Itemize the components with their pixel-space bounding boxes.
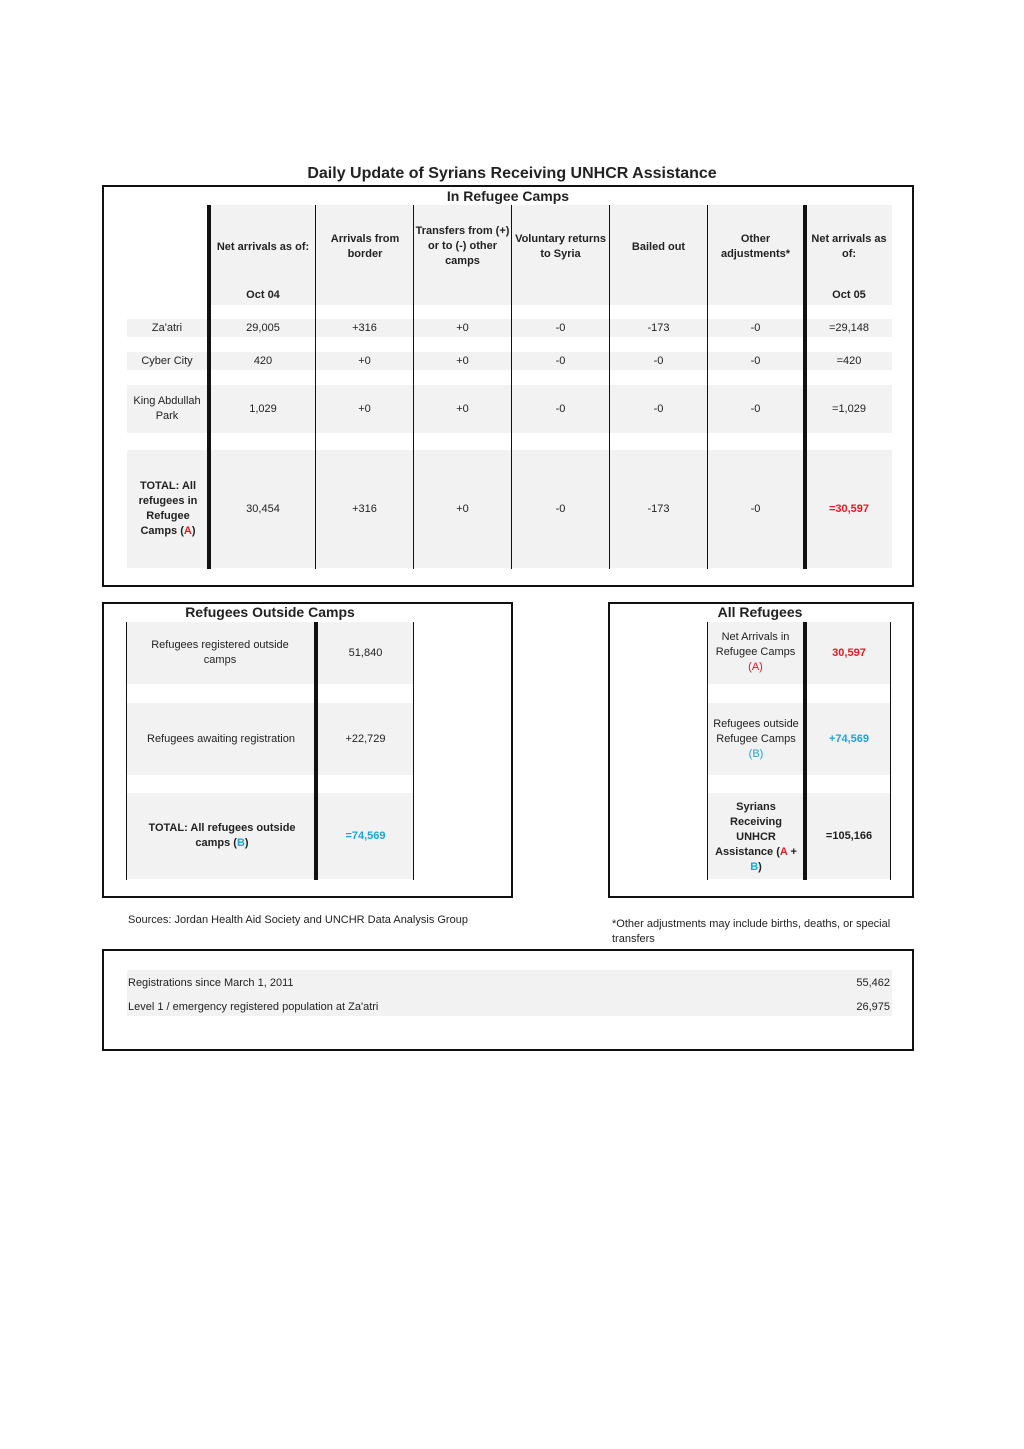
syrians-receiving-value: =105,166: [825, 829, 873, 842]
table-cell: -0: [555, 402, 566, 415]
table-cell: -173: [647, 502, 670, 515]
total-camps-value: =30,597: [828, 502, 870, 515]
table-cell: -0: [750, 354, 761, 367]
table-cell: +0: [456, 354, 469, 367]
table-cell: +0: [358, 354, 371, 367]
header-other-adjustments: Other adjustments*: [720, 233, 791, 260]
table-cell: 1,029: [249, 402, 277, 415]
level1-value: 26,975: [856, 1001, 890, 1013]
table-cell: -0: [653, 402, 664, 415]
table-cell: -0: [555, 321, 566, 334]
registered-outside-value: 51,840: [348, 646, 383, 659]
table-cell: =420: [836, 354, 862, 367]
table-cell: -173: [647, 321, 670, 334]
table-cell: +316: [352, 321, 377, 334]
table-cell: -0: [750, 321, 761, 334]
row-label-king-abdullah-park: King Abdullah Park: [133, 395, 201, 422]
table-cell: 29,005: [246, 321, 280, 334]
outside-camps-label: Refugees outside Refugee Camps (B): [713, 717, 799, 760]
table-cell: -0: [653, 354, 664, 367]
camps-subtitle: In Refugee Camps: [446, 188, 570, 204]
table-cell: +316: [352, 502, 377, 515]
table-cell: =29,148: [828, 321, 870, 334]
date-end: Oct 05: [832, 288, 866, 301]
registrations-value: 55,462: [856, 977, 890, 989]
awaiting-registration-value: +22,729: [345, 732, 386, 745]
table-cell: +0: [456, 402, 469, 415]
header-arrivals-border: Arrivals from border: [330, 233, 400, 260]
table-cell: +0: [456, 321, 469, 334]
table-cell: =1,029: [832, 402, 866, 415]
table-cell: -0: [555, 354, 566, 367]
footnote: *Other adjustments may include births, deaths, or special transfers: [612, 918, 891, 945]
outside-camps-value: +74,569: [828, 732, 870, 745]
total-outside-value: =74,569: [345, 829, 386, 842]
header-net-arrivals-start: Net arrivals as of:: [216, 240, 310, 253]
date-start: Oct 04: [246, 288, 280, 301]
in-camps-value: 30,597: [832, 646, 866, 659]
table-cell: 30,454: [246, 502, 280, 515]
table-cell: +0: [358, 402, 371, 415]
registrations-label: Registrations since March 1, 2011: [128, 977, 294, 989]
row-label-cyber-city: Cyber City: [141, 354, 193, 367]
level1-label: Level 1 / emergency registered population at Za'atri: [128, 1001, 379, 1013]
row-label-total-camps: TOTAL: All refugees in Refugee Camps (A): [138, 480, 198, 537]
header-bailed-out: Bailed out: [631, 240, 686, 253]
all-refugees-title: All Refugees: [717, 604, 803, 620]
syrians-receiving-label: Syrians Receiving UNHCR Assistance (A + B): [715, 800, 797, 873]
table-cell: +0: [456, 502, 469, 515]
registered-outside-label: Refugees registered outside camps: [151, 639, 289, 666]
outside-title: Refugees Outside Camps: [185, 604, 355, 620]
table-cell: -0: [555, 502, 566, 515]
row-label-zaatri: Za'atri: [151, 321, 183, 334]
header-net-arrivals-end: Net arrivals as of:: [811, 233, 887, 260]
awaiting-registration-label: Refugees awaiting registration: [147, 732, 295, 745]
table-cell: -0: [750, 502, 761, 515]
total-outside-label: TOTAL: All refugees outside camps (B): [148, 822, 296, 849]
header-transfers: Transfers from (+) or to (-) other camps: [415, 224, 510, 267]
in-camps-label: Net Arrivals in Refugee Camps (A): [715, 630, 796, 673]
header-voluntary-returns: Voluntary returns to Syria: [515, 233, 606, 260]
page-title: Daily Update of Syrians Receiving UNHCR Assistance: [307, 165, 717, 182]
table-cell: -0: [750, 402, 761, 415]
sources-note: Sources: Jordan Health Aid Society and UNCHR Data Analysis Group: [128, 914, 468, 926]
table-cell: 420: [253, 354, 273, 367]
